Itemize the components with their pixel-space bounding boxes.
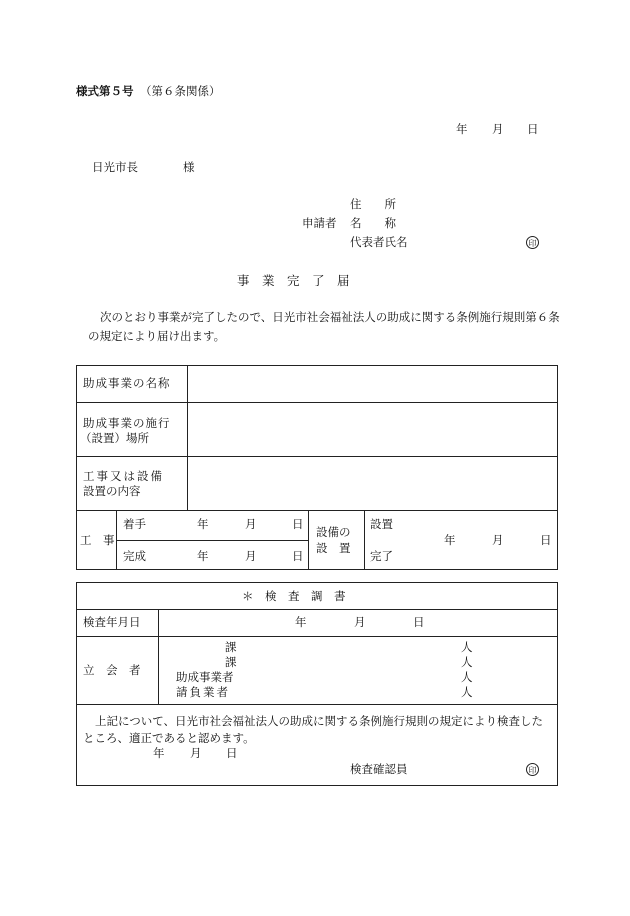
content-value[interactable] — [187, 457, 557, 510]
inspection-statement: 上記について、日光市社会福祉法人の助成に関する条例施行規則の規定により検査したところ、適正であると認めます。 — [83, 714, 544, 745]
location-label-line2: （設置）場所 — [80, 431, 149, 445]
witness-label: 立 会 者 — [83, 663, 141, 677]
witness-row-label: 課 — [225, 655, 237, 669]
complete-year: 年 — [197, 549, 209, 563]
witness-row-label: 助成事業者 — [176, 670, 234, 684]
inspection-title: ＊ 検 査 調 書 — [242, 589, 346, 603]
project-name-value[interactable] — [187, 366, 557, 402]
complete-month: 月 — [245, 549, 257, 563]
start-month: 月 — [245, 517, 257, 531]
inspection-year: 年 — [295, 615, 307, 629]
start-day: 日 — [292, 517, 304, 531]
confirm-year: 年 — [153, 746, 165, 760]
header-date-month: 月 — [492, 122, 504, 136]
equipment-month: 月 — [492, 533, 504, 547]
complete-label: 完成 — [123, 549, 146, 563]
location-value[interactable] — [187, 403, 557, 456]
inspection-date-label: 検査年月日 — [83, 615, 141, 629]
start-label: 着手 — [123, 517, 146, 531]
witness-row-count: 人 — [461, 670, 473, 684]
equipment-label-line1: 設備の — [316, 525, 351, 539]
applicant-role-label: 申請者 — [302, 216, 337, 230]
equipment-year: 年 — [444, 533, 456, 547]
content-label-line2: 設置の内容 — [83, 484, 141, 498]
start-year: 年 — [197, 517, 209, 531]
honorific: 様 — [183, 160, 195, 174]
witness-row-label: 課 — [225, 640, 237, 654]
body-text: 次のとおり事業が完了したので、日光市社会福祉法人の助成に関する条例施行規則第６条の規定により届け出ます。 — [88, 310, 560, 343]
finish-label: 完了 — [370, 549, 393, 563]
header-date-day: 日 — [527, 122, 539, 136]
inspection-day: 日 — [413, 615, 425, 629]
install-label: 設置 — [370, 517, 393, 531]
applicant-seal: 印 — [526, 236, 539, 249]
form-relation: （第６条関係） — [140, 84, 221, 98]
witness-row-count: 人 — [461, 640, 473, 654]
header-date-year: 年 — [456, 122, 468, 136]
project-name-label: 助成事業の名称 — [83, 376, 171, 390]
document-title: 事 業 完 了 届 — [237, 273, 350, 288]
confirm-day: 日 — [226, 746, 238, 760]
witness-row-label: 請負業者 — [176, 685, 230, 699]
representative-label: 代表者氏名 — [350, 235, 408, 249]
equipment-day: 日 — [540, 533, 552, 547]
construction-label: 工 事 — [80, 533, 115, 547]
witness-row-count: 人 — [461, 655, 473, 669]
complete-day: 日 — [292, 549, 304, 563]
inspection-table — [76, 582, 558, 786]
content-label-line1: 工事又は設備 — [83, 469, 164, 483]
confirm-month: 月 — [190, 746, 202, 760]
inspector-label: 検査確認員 — [350, 762, 408, 776]
location-label-line1: 助成事業の施行 — [83, 416, 171, 430]
addressee: 日光市長 — [92, 160, 138, 174]
witness-row-count: 人 — [461, 685, 473, 699]
name-label: 名 称 — [350, 216, 396, 230]
equipment-label-line2: 設 置 — [316, 541, 351, 555]
inspector-seal: 印 — [526, 763, 539, 776]
address-label: 住 所 — [350, 197, 396, 211]
inspection-month: 月 — [354, 615, 366, 629]
form-number: 様式第５号 — [76, 84, 134, 98]
